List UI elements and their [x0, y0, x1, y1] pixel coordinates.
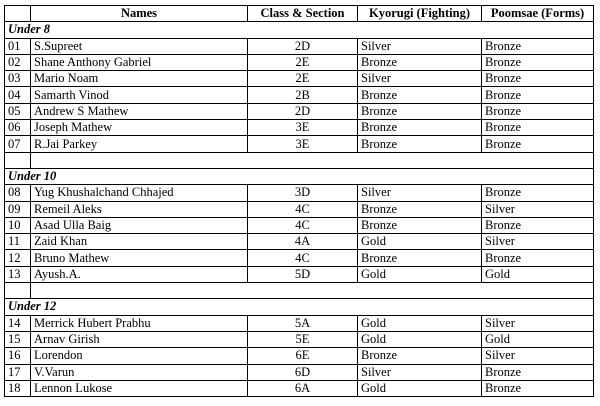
- table-row: [5, 364, 594, 380]
- kyorugi-medal: Silver: [358, 38, 482, 54]
- group-heading-row: [5, 299, 594, 315]
- row-number: 08: [5, 185, 31, 201]
- spacer-cell: [5, 283, 31, 299]
- student-name: Mario Noam: [31, 71, 248, 87]
- group-label: Under 12: [5, 299, 594, 315]
- table-row: [5, 120, 594, 136]
- class-section: 6A: [248, 380, 358, 396]
- poomsae-medal: Bronze: [482, 136, 594, 152]
- kyorugi-medal: Silver: [358, 364, 482, 380]
- student-name: Lennon Lukose: [31, 380, 248, 396]
- kyorugi-medal: Gold: [358, 234, 482, 250]
- group-heading-row: [5, 168, 594, 184]
- kyorugi-medal: Gold: [358, 315, 482, 331]
- row-number: 02: [5, 54, 31, 70]
- poomsae-medal: Bronze: [482, 250, 594, 266]
- student-name: S.Supreet: [31, 38, 248, 54]
- spacer-cell: [31, 283, 594, 299]
- class-section: 2D: [248, 103, 358, 119]
- header-row: [5, 6, 594, 22]
- student-name: Ayush.A.: [31, 266, 248, 282]
- class-section: 3E: [248, 136, 358, 152]
- group-label: Under 8: [5, 22, 594, 38]
- poomsae-medal: Silver: [482, 315, 594, 331]
- table-row: [5, 87, 594, 103]
- table-row: [5, 348, 594, 364]
- kyorugi-medal: Bronze: [358, 348, 482, 364]
- table-row: [5, 38, 594, 54]
- header-number: [5, 6, 31, 22]
- results-table: [4, 5, 594, 397]
- row-number: 13: [5, 266, 31, 282]
- student-name: Merrick Hubert Prabhu: [31, 315, 248, 331]
- row-number: 11: [5, 234, 31, 250]
- row-number: 09: [5, 201, 31, 217]
- spacer-cell: [31, 152, 594, 168]
- row-number: 01: [5, 38, 31, 54]
- class-section: 3D: [248, 185, 358, 201]
- kyorugi-medal: Bronze: [358, 201, 482, 217]
- table-body: [5, 22, 594, 397]
- group-heading-row: [5, 22, 594, 38]
- table-row: [5, 54, 594, 70]
- row-number: 15: [5, 331, 31, 347]
- table-row: [5, 380, 594, 396]
- kyorugi-medal: Silver: [358, 185, 482, 201]
- table-row: [5, 217, 594, 233]
- class-section: 2E: [248, 54, 358, 70]
- kyorugi-medal: Bronze: [358, 87, 482, 103]
- row-number: 14: [5, 315, 31, 331]
- table-row: [5, 266, 594, 282]
- class-section: 4C: [248, 201, 358, 217]
- class-section: 2E: [248, 71, 358, 87]
- poomsae-medal: Bronze: [482, 71, 594, 87]
- kyorugi-medal: Gold: [358, 266, 482, 282]
- kyorugi-medal: Bronze: [358, 217, 482, 233]
- header-poomsae: Poomsae (Forms): [482, 6, 594, 22]
- row-number: 17: [5, 364, 31, 380]
- spacer-cell: [5, 152, 31, 168]
- student-name: Lorendon: [31, 348, 248, 364]
- poomsae-medal: Bronze: [482, 380, 594, 396]
- student-name: Andrew S Mathew: [31, 103, 248, 119]
- poomsae-medal: Bronze: [482, 54, 594, 70]
- kyorugi-medal: Silver: [358, 71, 482, 87]
- row-number: 05: [5, 103, 31, 119]
- student-name: Joseph Mathew: [31, 120, 248, 136]
- row-number: 06: [5, 120, 31, 136]
- class-section: 4A: [248, 234, 358, 250]
- row-number: 18: [5, 380, 31, 396]
- table-row: [5, 201, 594, 217]
- student-name: R.Jai Parkey: [31, 136, 248, 152]
- spacer-row: [5, 283, 594, 299]
- poomsae-medal: Bronze: [482, 87, 594, 103]
- header-kyorugi: Kyorugi (Fighting): [358, 6, 482, 22]
- group-label: Under 10: [5, 168, 594, 184]
- student-name: Yug Khushalchand Chhajed: [31, 185, 248, 201]
- table-row: [5, 185, 594, 201]
- poomsae-medal: Bronze: [482, 217, 594, 233]
- poomsae-medal: Gold: [482, 266, 594, 282]
- poomsae-medal: Bronze: [482, 120, 594, 136]
- kyorugi-medal: Bronze: [358, 120, 482, 136]
- poomsae-medal: Bronze: [482, 185, 594, 201]
- spacer-row: [5, 152, 594, 168]
- student-name: Samarth Vinod: [31, 87, 248, 103]
- kyorugi-medal: Bronze: [358, 250, 482, 266]
- poomsae-medal: Silver: [482, 348, 594, 364]
- kyorugi-medal: Bronze: [358, 136, 482, 152]
- table-row: [5, 331, 594, 347]
- student-name: Bruno Mathew: [31, 250, 248, 266]
- header-names: Names: [31, 6, 248, 22]
- poomsae-medal: Gold: [482, 331, 594, 347]
- row-number: 12: [5, 250, 31, 266]
- class-section: 4C: [248, 217, 358, 233]
- kyorugi-medal: Gold: [358, 380, 482, 396]
- class-section: 3E: [248, 120, 358, 136]
- header-class-section: Class & Section: [248, 6, 358, 22]
- poomsae-medal: Bronze: [482, 38, 594, 54]
- student-name: V.Varun: [31, 364, 248, 380]
- class-section: 6E: [248, 348, 358, 364]
- table-row: [5, 250, 594, 266]
- class-section: 6D: [248, 364, 358, 380]
- class-section: 2B: [248, 87, 358, 103]
- row-number: 10: [5, 217, 31, 233]
- table-row: [5, 103, 594, 119]
- table-row: [5, 234, 594, 250]
- row-number: 16: [5, 348, 31, 364]
- row-number: 07: [5, 136, 31, 152]
- student-name: Shane Anthony Gabriel: [31, 54, 248, 70]
- table-row: [5, 315, 594, 331]
- kyorugi-medal: Bronze: [358, 103, 482, 119]
- class-section: 5A: [248, 315, 358, 331]
- class-section: 4C: [248, 250, 358, 266]
- student-name: Remeil Aleks: [31, 201, 248, 217]
- kyorugi-medal: Bronze: [358, 54, 482, 70]
- table-row: [5, 136, 594, 152]
- row-number: 04: [5, 87, 31, 103]
- poomsae-medal: Bronze: [482, 364, 594, 380]
- kyorugi-medal: Gold: [358, 331, 482, 347]
- poomsae-medal: Bronze: [482, 103, 594, 119]
- class-section: 5D: [248, 266, 358, 282]
- class-section: 5E: [248, 331, 358, 347]
- student-name: Zaid Khan: [31, 234, 248, 250]
- student-name: Arnav Girish: [31, 331, 248, 347]
- row-number: 03: [5, 71, 31, 87]
- poomsae-medal: Silver: [482, 234, 594, 250]
- student-name: Asad Ulla Baig: [31, 217, 248, 233]
- poomsae-medal: Silver: [482, 201, 594, 217]
- table-row: [5, 71, 594, 87]
- class-section: 2D: [248, 38, 358, 54]
